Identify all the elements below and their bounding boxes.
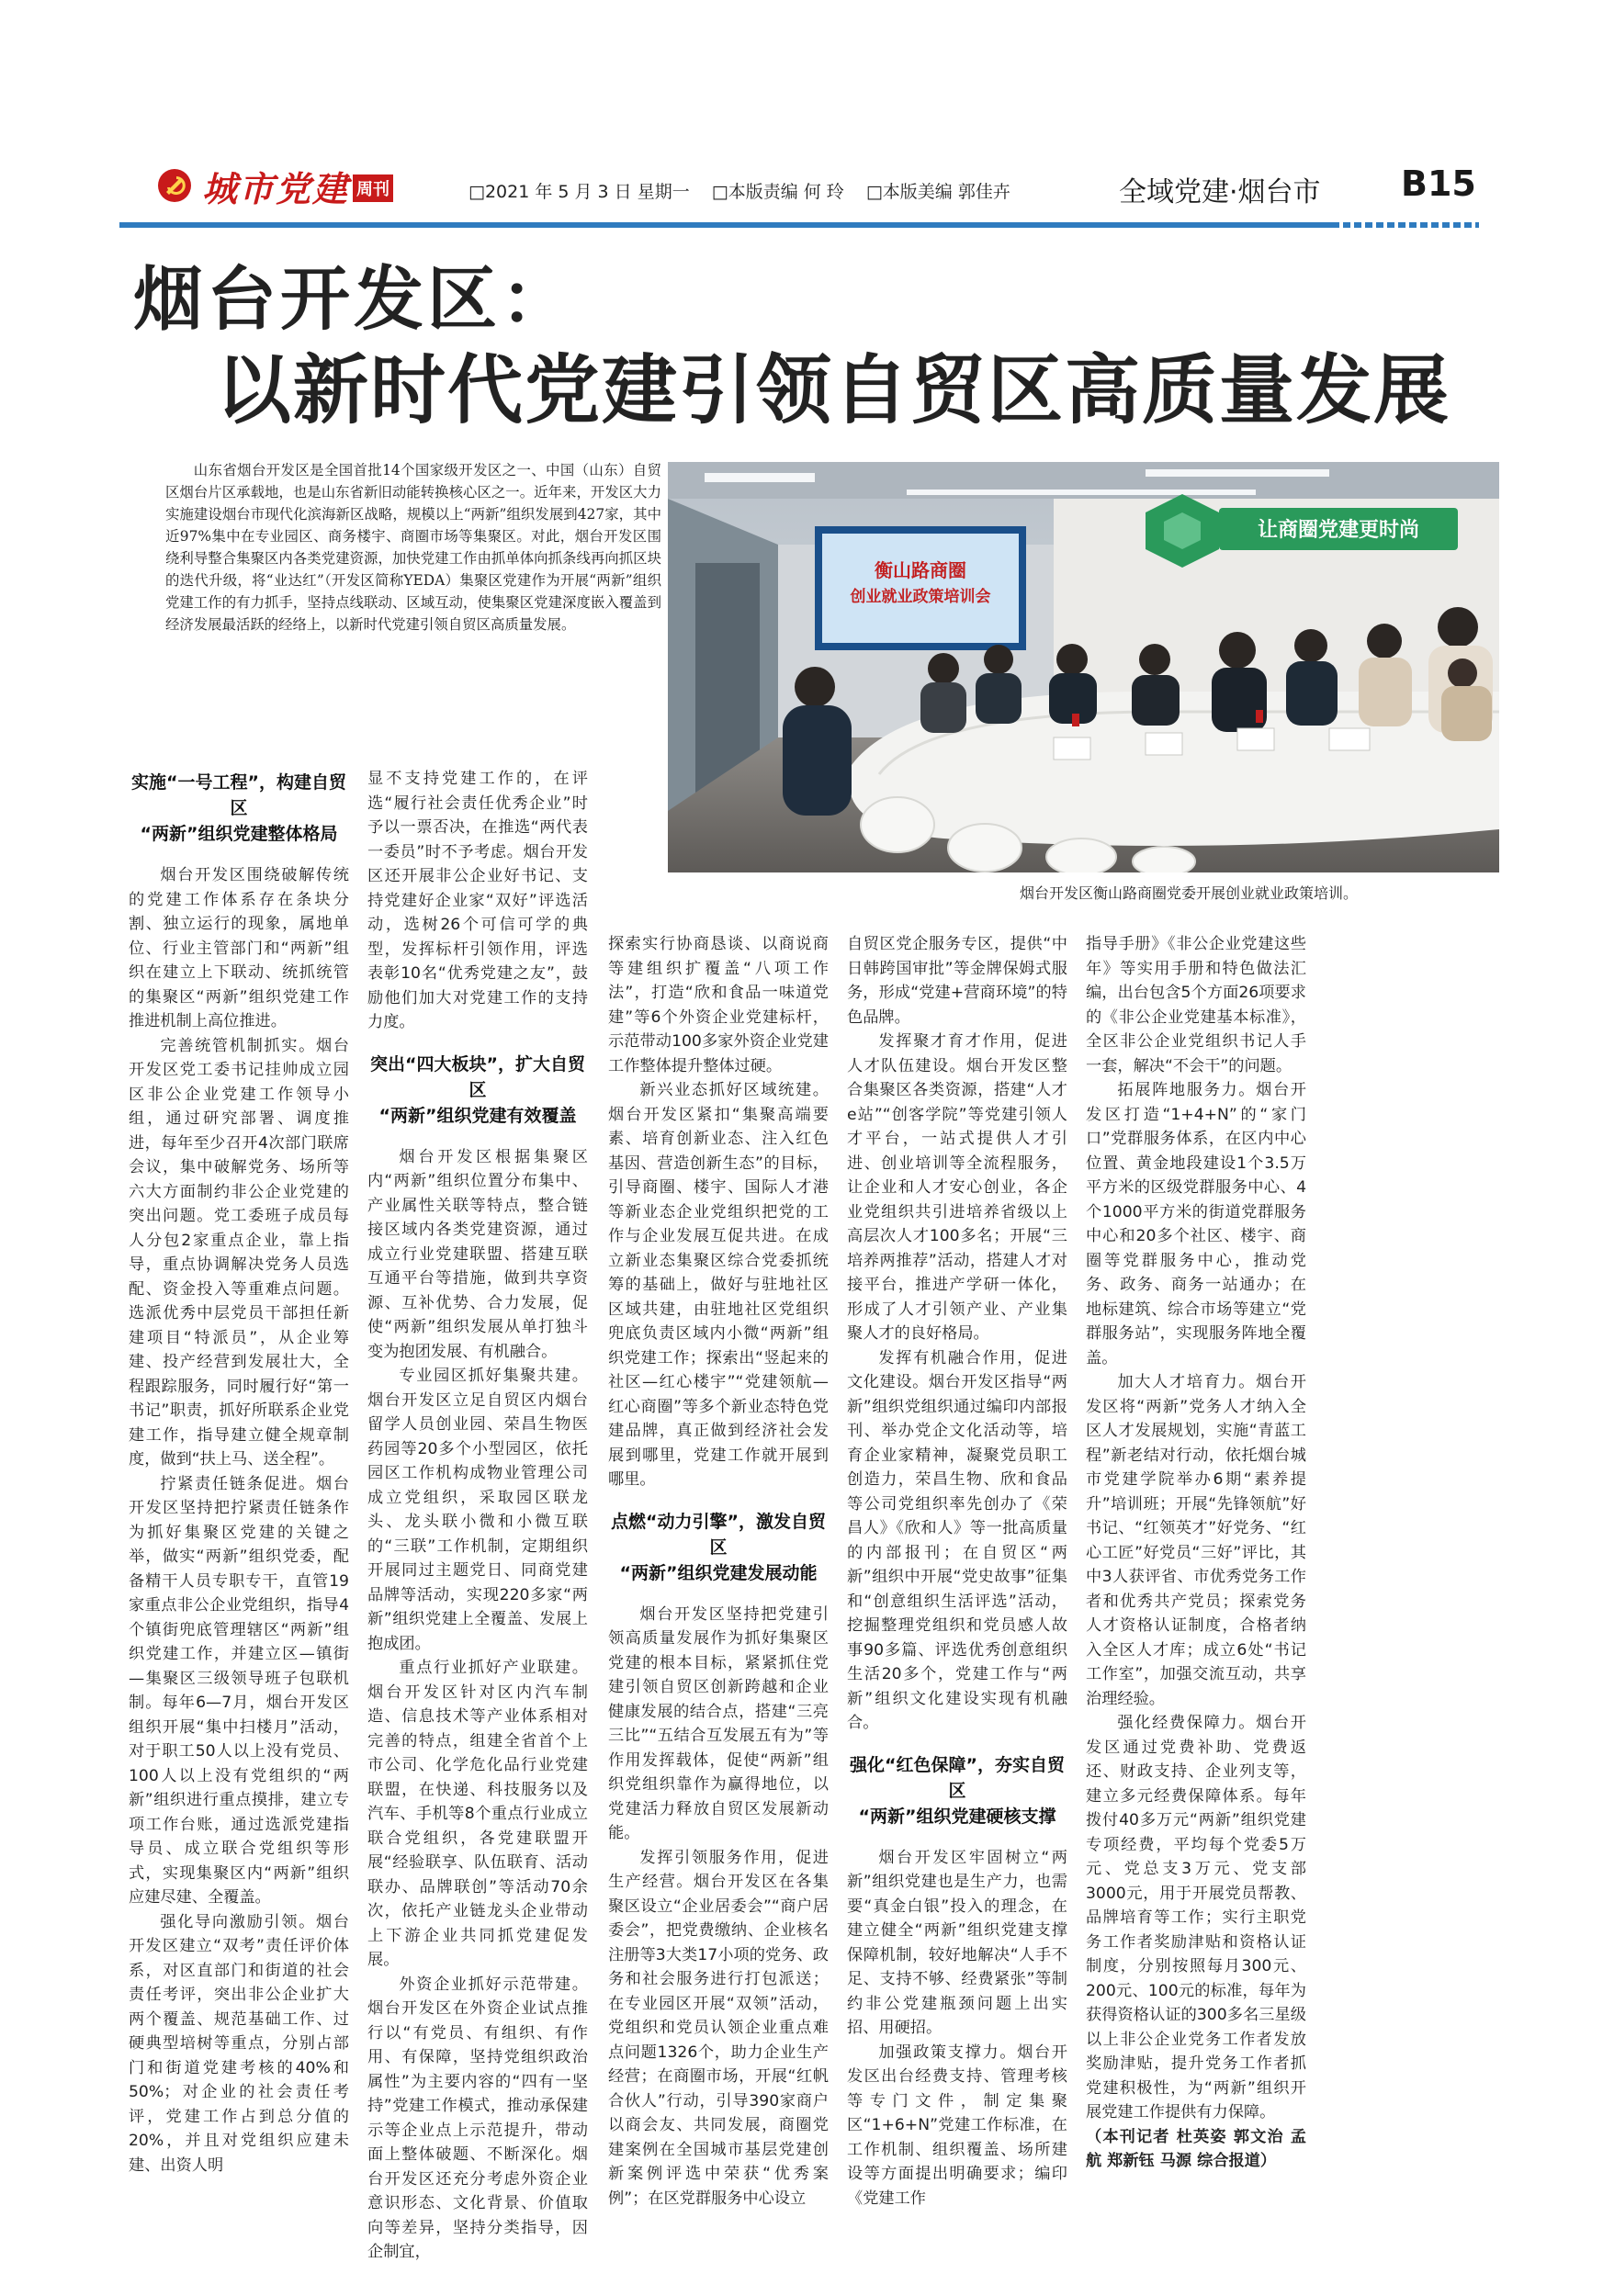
lead-paragraph: 山东省烟台开发区是全国首批14个国家级开发区之一、中国（山东）自贸区烟台片区承载地，也是山东省新旧动能转换核心区之一。近年来，开发区大力实施建设烟台市现代化滨海新区战略，规模以上“两新”组织发展到427家，其中近97%集中在专业园区、商务楼宇、商圈市场等集聚区。对此，烟台开发区围绕利导整合集聚区内各类党建资源，加快党建工作由抓单体向抓条线再向抓区块的迭代升级，将“业达红”（开发区简称YEDA）集聚区党建作为开展“两新”组织党建工作的有力抓手，坚持点线联动、区域互动，使集聚区党建深度嵌入覆盖到经济发展最活跃的经络上，以新时代党建引领自贸区高质量发展。 xyxy=(165,462,661,633)
paragraph: 烟台开发区根据集聚区内“两新”组织位置分布集中、产业属性关联等特点，整合链接区域内各类党建资源，通过成立行业党建联盟、搭建互联互通平台等措施，做到共享资源、互补优势、合力发展，促使“两新”组织发展从单打独斗变为抱团发展、有机融合。 xyxy=(367,1147,588,1361)
paragraph: 自贸区党企服务专区，提供“中日韩跨国审批”等金牌保姆式服务，形成“党建+营商环境”的特色品牌。 xyxy=(847,935,1067,1027)
section-title: 全域党建·烟台市 xyxy=(1119,176,1321,208)
party-emblem-icon xyxy=(156,167,193,204)
paragraph: 强化导向激励引领。烟台开发区建立“双考”责任评价体系，对区直部门和街道的社会责任考评，突出非公企业扩大两个覆盖、规范基础工作、过硬典型培树等重点，分别占部门和街道党建考核的40%和50%；对企业的社会责任考评，党建工作占到总分值的20%，并且对党组织应建未建、出资人明 xyxy=(129,1912,349,2175)
section-heading-4-line-2: “两新”组织党建硬核支撑 xyxy=(858,1806,1056,1827)
masthead-rule-dots xyxy=(1332,222,1479,228)
paragraph: 强化经费保障力。烟台开发区通过党费补助、党费返还、财政支持、企业列支等，建立多元经费保障体系。每年拨付40多万元“两新”组织党建专项经费，平均每个党委5万元、党总支3万元、党支部3000元，用于开展党员帮教、品牌培育等工作；实行主职党务工作者奖励津贴和资格认证制度，分别按照每月300元、200元、100元的标准，每年为获得资格认证的300多名三星级以上非公企业党务工作者发放奖励津贴，提升党务工作者抓党建积极性，为“两新”组织开展党建工作提供有力保障。 xyxy=(1086,1714,1306,2122)
section-heading-1-line-1: 实施“一号工程”，构建自贸区 xyxy=(131,772,346,818)
headline-line-1: 烟台开发区： xyxy=(133,258,574,340)
section-heading-3-line-2: “两新”组织党建发展动能 xyxy=(619,1562,818,1583)
paragraph: 指导手册》《非公企业党建这些年》等实用手册和特色做法汇编，出台包含5个方面26项要求的《非公企业党建基本标准》，全区非公企业党组织书记人手一套，解决“不会干”的问题。 xyxy=(1086,935,1306,1075)
paragraph: 烟台开发区牢固树立“两新”组织党建也是生产力，也需要“真金白银”投入的理念，在建立健全“两新”组织党建支撑保障机制，较好地解决“人手不足、支持不够、经费紧张”等制约非公党建瓶颈问题上出实招、用硬招。 xyxy=(847,1848,1067,2037)
paragraph: 完善统管机制抓实。烟台开发区党工委书记挂帅成立园区非公企业党建工作领导小组，通过研究部署、调度推进，每年至少召开4次部门联席会议，集中破解党务、场所等六大方面制约非公企业党建的突出问题。党工委班子成员每人分包2家重点企业，靠上指导，重点协调解决党务人员选配、资金投入等重难点问题。选派优秀中层党员干部担任新建项目“特派员”，从企业筹建、投产经营到发展壮大，全程跟踪服务，同时履行好“第一书记”职责，抓好所联系企业党建工作，指导建立健全规章制度，做到“扶上马、送全程”。 xyxy=(129,1036,349,1469)
section-heading-1-line-2: “两新”组织党建整体格局 xyxy=(140,824,338,844)
paragraph: 烟台开发区坚持把党建引领高质量发展作为抓好集聚区党建的根本目标，紧紧抓住党建引领自贸区创新跨越和企业健康发展的结合点，搭建“三亮三比”“五结合互发展五有为”等作用发挥载体，促使“两新”组织党组织靠作为赢得地位，以党建活力释放自贸区发展新动能。 xyxy=(608,1604,829,1842)
article-column-3 xyxy=(608,932,829,2211)
page-number: B15 xyxy=(1401,163,1476,204)
article-column-2 xyxy=(367,767,588,2265)
byline-credit: （本刊记者 杜英姿 郭文治 孟航 郑新钰 马源 综合报道） xyxy=(1086,2127,1306,2170)
section-heading-2 xyxy=(367,1052,588,1129)
issue-info xyxy=(468,178,1027,203)
meeting-photo-illustration xyxy=(668,462,1499,872)
paragraph: 拓展阵地服务力。烟台开发区打造“1+4+N”的“家门口”党群服务体系，在区内中心位置、黄金地段建设1个3.5万平方米的区级党群服务中心、4个1000平方米的街道党群服务中心和20多个社区、楼宇、商圈等党群服务中心，推动党务、政务、商务一站通办；在地标建筑、综合市场等建立“党群服务站”，实现服务阵地全覆盖。 xyxy=(1086,1081,1306,1367)
paragraph: 显不支持党建工作的，在评选“履行社会责任优秀企业”时予以一票否决，在推选“两代表一委员”时不予考虑。烟台开发区还开展非公企业好书记、支持党建好企业家“双好”评选活动，选树26个可信可学的典型，发挥标杆引领作用，评选表彰10名“优秀党建之友”，鼓励他们加大对党建工作的支持力度。 xyxy=(367,770,588,1031)
section-heading-3-line-1: 点燃“动力引擎”，激发自贸区 xyxy=(611,1511,826,1558)
article-photo xyxy=(668,462,1499,872)
section-heading-3 xyxy=(608,1509,829,1586)
paragraph: 加强政策支撑力。烟台开发区出台经费支持、管理考核等专门文件，制定集聚区“1+6+N”党建工作标准，在工作机制、组织覆盖、场所建设等方面提出明确要求；编印《党建工作 xyxy=(847,2043,1067,2208)
paragraph: 发挥有机融合作用，促进文化建设。烟台开发区指导“两新”组织党组织通过编印内部报刊、举办党企文化活动等，培育企业家精神，凝聚党员职工创造力，荣昌生物、欣和食品等公司党组织率先创办了《荣昌人》《欣和人》等一批高质量的内部报刊；在自贸区“两新”组织中开展“党史故事”征集和“创意组织生活评选”活动，挖掘整理党组织和党员感人故事90多篇、评选优秀创意组织生活20多个，党建工作与“两新”组织文化建设实现有机融合。 xyxy=(847,1348,1067,1732)
article-column-1 xyxy=(129,742,349,2178)
paragraph: 拧紧责任链条促进。烟台开发区坚持把拧紧责任链条作为抓好集聚区党建的关键之举，做实“两新”组织党委，配备精干人员专职专干，直管19家重点非公企业党组织，指导4个镇街兜底管理辖区“两新”组织党建工作，并建立区—镇街—集聚区三级领导班子包联机制。每年6—7月，烟台开发区组织开展“集中扫楼月”活动，对于职工50人以上没有党员、100人以上没有党组织的“两新”组织进行重点摸排，建立专项工作台账，通过选派党建指导员、成立联合党组织等形式，实现集聚区内“两新”组织应建尽建、全覆盖。 xyxy=(129,1474,349,1907)
paragraph: 新兴业态抓好区域统建。烟台开发区紧扣“集聚高端要素、培育创新业态、注入红色基因、营造创新生态”的目标，引导商圈、楼宇、国际人才港等新业态企业党组织把党的工作与企业发展互促共进。在成立新业态集聚区综合党委抓统筹的基础上，做好与驻地社区区域共建，由驻地社区党组织兜底负责区域内小微“两新”组织党建工作；探索出“竖起来的社区—红心楼宇”“党建领航—红心商圈”等多个新业态特色党建品牌，真正做到经济社会发展到哪里，党建工作就开展到哪里。 xyxy=(608,1081,829,1489)
issue-editor: □本版责编 何 玲 xyxy=(711,182,844,202)
paragraph: 发挥聚才育才作用，促进人才队伍建设。烟台开发区整合集聚区各类资源，搭建“人才e站”“创客学院”等党建引领人才平台，一站式提供人才引进、创业培训等全流程服务，让企业和人才安心创业，各企业党组织共引进培养省级以上高层次人才100多名；开展“三培养两推荐”活动，搭建人才对接平台，推进产学研一体化，形成了人才引领产业、产业集聚人才的良好格局。 xyxy=(847,1032,1067,1343)
brand-name: 城市党建 xyxy=(202,167,350,209)
masthead xyxy=(156,156,1479,220)
masthead-rule xyxy=(119,222,1479,228)
section-heading-4 xyxy=(847,1752,1067,1829)
paragraph: 烟台开发区围绕破解传统的党建工作体系存在条块分割、独立运行的现象，属地单位、行业主管部门和“两新”组织在建立上下联动、统抓统管的集聚区“两新”组织党建工作推进机制上高位推进。 xyxy=(129,866,349,1030)
paragraph: 重点行业抓好产业联建。烟台开发区针对区内汽车制造、信息技术等产业体系相对完善的特点，组建全省首个上市公司、化学危化品行业党建联盟，在快递、科技服务以及汽车、手机等8个重点行业成立联合党组织，各党建联盟开展“经验联享、队伍联育、活动联办、品牌联创”等活动70余次，依托产业链龙头企业带动上下游企业共同抓党建促发展。 xyxy=(367,1659,588,1969)
article-column-4 xyxy=(847,932,1067,2211)
photo-caption: 烟台开发区衡山路商圈党委开展创业就业政策培训。 xyxy=(1020,884,1359,902)
issue-designer: □本版美编 郭佳卉 xyxy=(865,182,1010,202)
section-heading-4-line-1: 强化“红色保障”，夯实自贸区 xyxy=(850,1754,1065,1801)
paragraph: 探索实行协商恳谈、以商说商等建组织扩覆盖“八项工作法”，打造“欣和食品一味道党建”等6个外资企业党建标杆，示范带动100多家外资企业党建工作整体提升整体过硬。 xyxy=(608,935,829,1075)
paragraph: 专业园区抓好集聚共建。烟台开发区立足自贸区内烟台留学人员创业园、荣昌生物医药园等20多个小型园区，依托园区工作机构成物业管理公司成立党组织，采取园区联龙头、龙头联小微和小微互联的“三联”工作机制，定期组织开展同过主题党日、同商党建品牌等活动，实现220多家“两新”组织党建上全覆盖、发展上抱成团。 xyxy=(367,1367,588,1653)
article-column-5 xyxy=(1086,932,1306,2174)
section-heading-2-line-1: 突出“四大板块”，扩大自贸区 xyxy=(370,1053,585,1100)
section-heading-2-line-2: “两新”组织党建有效覆盖 xyxy=(378,1105,577,1126)
newspaper-logo xyxy=(156,163,393,208)
headline-line-2: 以新时代党建引领自贸区高质量发展 xyxy=(216,347,1451,434)
screen-title: 衡山路商圈 xyxy=(875,559,966,581)
issue-date: □2021 年 5 月 3 日 星期一 xyxy=(468,182,690,202)
wall-slogan: 让商圈党建更时尚 xyxy=(1257,519,1420,542)
section-heading-1 xyxy=(129,770,349,847)
paragraph: 外资企业抓好示范带建。烟台开发区在外资企业试点推行以“有党员、有组织、有作用、有保障，坚持党组织政治属性”为主要内容的“四有一坚持”党建工作模式，推动承保建示等企业点上示范提升，带动面上整体破题、不断深化。烟台开发区还充分考虑外资企业意识形态、文化背景、价值取向等差异，坚持分类指导，因企制宜， xyxy=(367,1975,588,2261)
screen-subtitle: 创业就业政策培训会 xyxy=(850,588,991,606)
paragraph: 发挥引领服务作用，促进生产经营。烟台开发区在各集聚区设立“企业居委会”“商户居委会”，把党费缴纳、企业核名注册等3大类17小项的党务、政务和社会服务进行打包派送；在专业园区开展“双领”活动，党组织和党员认领企业重点难点问题1326个，助力企业生产经营；在商圈市场，开展“红帆合伙人”行动，引导390家商户以商会友、共同发展，商圈党建案例在全国城市基层党建创新案例评选中荣获“优秀案例”；在区党群服务中心设立 xyxy=(608,1848,829,2208)
paragraph: 加大人才培育力。烟台开发区将“两新”党务人才纳入全区人才发展规划，实施“青蓝工程”新老结对行动，依托烟台城市党建学院举办6期“素养提升”培训班；开展“先锋领航”好书记、“红领英才”好党务、“红心工匠”好党员“三好”评比，其中3人获评省、市优秀党务工作者和优秀共产党员；探索党务人才资格认证制度，合格者纳入全区人才库；成立6处“书记工作室”，加强交流互动，共享治理经验。 xyxy=(1086,1373,1306,1708)
brand-tag: 周刊 xyxy=(353,174,393,202)
